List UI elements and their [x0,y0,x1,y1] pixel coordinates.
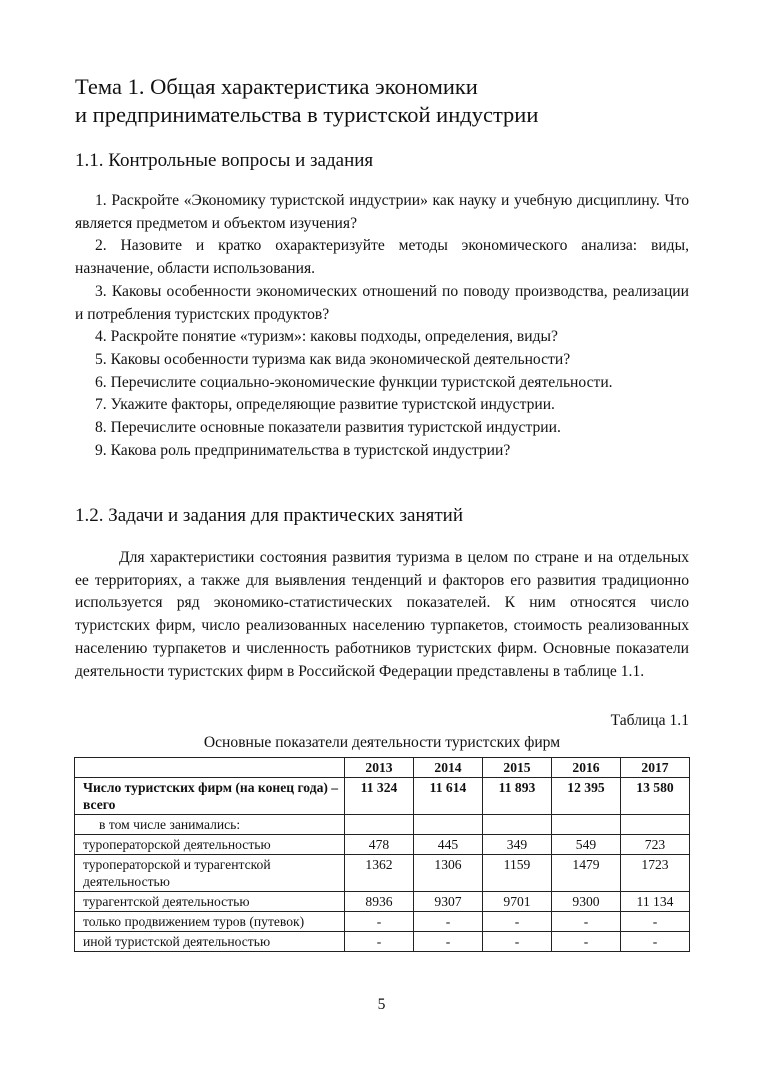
table-cell: 13 580 [621,778,690,815]
row-label: в том числе занимались: [75,815,345,835]
table-cell: - [552,932,621,952]
year-header: 2013 [345,758,414,778]
table-cell: 11 893 [483,778,552,815]
table-cell: 549 [552,835,621,855]
table-cell: - [414,912,483,932]
row-label: Число туристских фирм (на конец года) – всего [75,778,345,815]
table-cell: 349 [483,835,552,855]
table-cell: - [621,932,690,952]
table-cell: 445 [414,835,483,855]
table-cell: 1479 [552,855,621,892]
question-item: 3. Каковы особенности экономических отношений по поводу производства, реализации и потребления туристских продуктов? [75,282,689,323]
intro-paragraph: Для характеристики состояния развития туризма в целом по стране и на отдельных ее территориях, а также для выявления тенденций и факторов его развития традиционно используется ряд экономико-статистических показателей. К ним относятся число туристских фирм, число реализованных населению турпакетов, стоимость реализованных населению турпакетов и численность работников туристских фирм. Основные показатели деятельности туристских фирм в Российской Федерации представлены в таблице 1.1. [75,549,689,680]
table-corner-cell [75,758,345,778]
table-cell: 9701 [483,892,552,912]
table-cell: 478 [345,835,414,855]
table-cell: - [552,912,621,932]
year-header: 2014 [414,758,483,778]
table-cell: 11 324 [345,778,414,815]
row-label: только продвижением туров (путевок) [75,912,345,932]
topic-heading [75,73,715,129]
table-cell: 1723 [621,855,690,892]
table-cell [552,815,621,835]
table-cell: 1306 [414,855,483,892]
section-1-title: 1.1. Контрольные вопросы и задания [75,150,374,171]
table-number: Таблица 1.1 [610,712,689,729]
table-cell: - [483,932,552,952]
table-row [75,892,690,912]
table-cell: 723 [621,835,690,855]
table-cell [621,815,690,835]
table-row [75,815,690,835]
topic-heading-line-1: Тема 1. Общая характеристика экономики [75,74,478,99]
year-header: 2015 [483,758,552,778]
statistics-table [74,757,690,952]
table-row [75,932,690,952]
question-item: 2. Назовите и кратко охарактеризуйте методы экономического анализа: виды, назначение, области использования. [75,237,689,278]
section-2-title: 1.2. Задачи и задания для практических занятий [75,505,464,526]
table-row [75,855,690,892]
table-cell: 8936 [345,892,414,912]
year-header: 2017 [621,758,690,778]
question-item: 5. Каковы особенности туризма как вида экономической деятельности? [95,350,571,368]
table-cell: 11 134 [621,892,690,912]
row-label: туроператорской деятельностью [75,835,345,855]
question-item: 4. Раскройте понятие «туризм»: каковы подходы, определения, виды? [95,328,558,346]
table-cell: - [345,932,414,952]
table-cell: 9300 [552,892,621,912]
table-cell: - [621,912,690,932]
question-item: 9. Какова роль предпринимательства в туристской индустрии? [95,441,511,459]
table-cell: 9307 [414,892,483,912]
question-item: 8. Перечислите основные показатели развития туристской индустрии. [95,419,561,437]
question-item: 6. Перечислите социально-экономические функции туристской деятельности. [95,373,613,391]
table-row [75,912,690,932]
topic-heading-line-2: и предпринимательства в туристской индустрии [75,102,539,127]
row-label: туроператорской и турагентской деятельностью [75,855,345,892]
table-cell: 1362 [345,855,414,892]
table-cell: - [345,912,414,932]
table-cell [345,815,414,835]
table-cell: 11 614 [414,778,483,815]
row-label: турагентской деятельностью [75,892,345,912]
table-cell: - [483,912,552,932]
question-item: 1. Раскройте «Экономику туристской индустрии» как науку и учебную дисциплину. Что является предметом и объектом изучения? [75,192,689,232]
question-item: 7. Укажите факторы, определяющие развитие туристской индустрии. [95,396,555,414]
table-caption: Основные показатели деятельности туристских фирм [203,734,561,751]
table-header-row [75,758,690,778]
table-row [75,835,690,855]
table-cell [414,815,483,835]
table-cell: 1159 [483,855,552,892]
table-cell: 12 395 [552,778,621,815]
table-cell: - [414,932,483,952]
table-row [75,778,690,815]
year-header: 2016 [552,758,621,778]
questions-list [75,190,689,462]
page-number: 5 [377,996,386,1013]
table-cell [483,815,552,835]
row-label: иной туристской деятельностью [75,932,345,952]
